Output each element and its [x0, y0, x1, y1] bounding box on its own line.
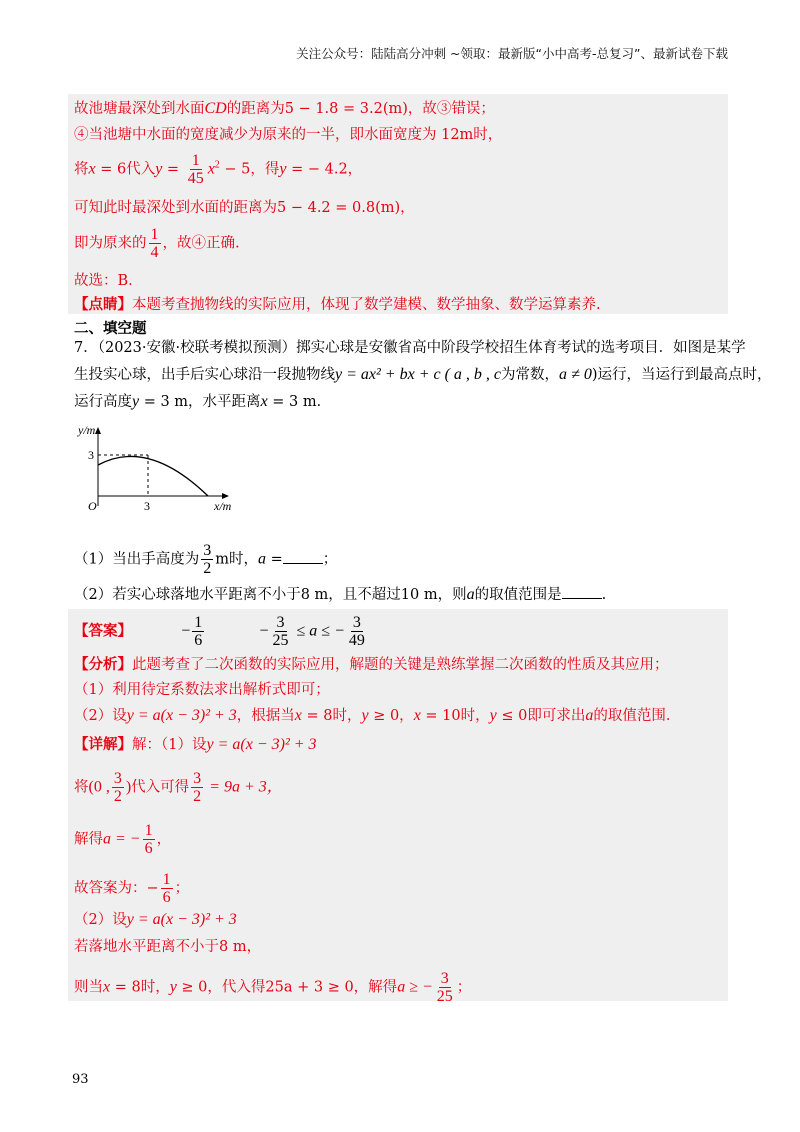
question-part-2: [74, 584, 606, 604]
text: .: [601, 587, 607, 603]
answer-label: 【答案】: [74, 622, 132, 640]
page-number: 93: [72, 1072, 89, 1087]
analysis-line: [74, 656, 669, 674]
fraction: [435, 970, 455, 1005]
text: =: [162, 161, 184, 178]
math: a: [257, 550, 266, 568]
answer-blank-1: [283, 549, 323, 564]
math: y = a(x − 3)² + 3: [126, 911, 237, 928]
fraction: [186, 152, 206, 187]
analysis-label: 【分析】: [74, 656, 132, 673]
math: a = −: [103, 830, 141, 848]
text: 则当: [74, 979, 103, 996]
detail-label: 【详解】: [74, 736, 132, 753]
math: y = a(x − 3)² + 3: [206, 736, 317, 753]
fraction: [347, 614, 367, 649]
text: ④当池塘中水面的宽度减少为原来的一半，即水面宽度为 12m时，: [74, 127, 503, 143]
math: y: [132, 393, 140, 410]
fraction: [191, 770, 203, 805]
question-line-1: [74, 339, 746, 357]
numerator: 1: [144, 822, 153, 839]
fraction: [149, 226, 161, 261]
fraction: [201, 542, 213, 577]
text: 运行高度: [74, 394, 132, 410]
fraction: [112, 770, 124, 805]
text: − 5，得: [219, 161, 280, 178]
numerator: 3: [352, 614, 361, 631]
numerator: 3: [203, 542, 212, 559]
parabola-curve: [98, 456, 208, 496]
detail-line-3: [74, 822, 171, 857]
text: 生投实心球，出手后实心球沿一段抛物线: [74, 367, 335, 383]
text: 的取值范围．: [593, 708, 681, 724]
text: = 6代入: [95, 161, 156, 178]
denominator: 4: [150, 244, 159, 261]
denominator: 2: [113, 788, 122, 805]
question-line-2: [74, 366, 771, 384]
text: （2）设: [74, 708, 127, 724]
math: x: [88, 160, 96, 178]
fraction: [161, 871, 173, 906]
denominator: 2: [203, 560, 212, 577]
detail-line-2: [74, 770, 283, 805]
math: x: [413, 707, 421, 724]
denominator: 6: [144, 840, 153, 857]
top-line-1: [74, 100, 495, 118]
text: 将: [74, 161, 89, 178]
math: y = a(x − 3)² + 3: [126, 707, 237, 724]
x-axis-label: x/m: [214, 499, 232, 513]
text: = 3 m．: [267, 394, 332, 410]
top-line-5: [74, 226, 240, 261]
math: ): [125, 778, 132, 796]
text: = 8时，: [301, 708, 362, 724]
text: ≥ 0，: [368, 708, 414, 724]
text: )运行，当运行到最高点时，: [591, 367, 772, 383]
denominator: 2: [193, 788, 202, 805]
analysis-point-1: [74, 681, 330, 699]
numerator: 3: [440, 970, 449, 987]
parabola-graph: [76, 424, 256, 522]
fraction: [271, 614, 291, 649]
text: 解得: [74, 831, 103, 848]
y-axis-arrow: [95, 427, 101, 434]
text: = − 4.2，: [286, 161, 363, 178]
question-part-1: [74, 542, 337, 577]
math: −: [181, 622, 191, 640]
numerator: 3: [193, 770, 202, 787]
math: a ≥ −: [397, 978, 433, 996]
denominator: 6: [162, 889, 171, 906]
denominator: 45: [187, 170, 204, 187]
math: y: [155, 160, 163, 178]
text: 为常数，: [501, 367, 560, 383]
denominator: 6: [194, 632, 203, 649]
math: (0 ,: [88, 778, 110, 796]
text: ；: [456, 979, 472, 996]
text: = 10时，: [420, 708, 490, 724]
top-line-3: [74, 152, 362, 187]
numerator: 3: [276, 614, 285, 631]
text: 即为原来的: [74, 235, 147, 252]
detail-line-1: [74, 736, 317, 754]
answer-line: [74, 614, 369, 649]
math: y: [279, 160, 287, 178]
math: x: [207, 160, 215, 178]
text: 故选：B．: [74, 273, 143, 289]
text: 若落地水平距离不小于8 m，: [74, 939, 262, 955]
math: y: [169, 978, 177, 996]
text: （1）当出手高度为: [74, 551, 200, 568]
numerator: 3: [113, 770, 122, 787]
text: 可知此时最深处到水面的距离为5 − 4.2 = 0.8(m)，: [74, 200, 415, 216]
detail-line-5: [74, 911, 237, 929]
text: 解：（1）设: [132, 737, 207, 753]
text: ，故④正确.: [162, 235, 240, 252]
section-title: 二、填空题: [74, 320, 147, 337]
math: a: [585, 707, 594, 724]
top-line-4: [74, 199, 415, 217]
text: m时，: [215, 551, 258, 568]
top-line-7: [74, 296, 601, 314]
detail-line-7: [74, 970, 471, 1005]
text: 代入可得: [131, 779, 190, 796]
text: ；: [174, 880, 190, 897]
text: 7．（2023·安徽·校联考模拟预测）掷实心球是安徽省高中阶段学校招生体育考试的选考项目．如图是某学: [74, 340, 746, 356]
text: ≥ 0，代入得25a + 3 ≥ 0，解得: [176, 979, 398, 996]
math: a ≠ 0: [559, 366, 592, 383]
text: ≤ 0即可求出: [496, 708, 586, 724]
detail-line-4: [74, 871, 189, 906]
text: 故答案为：−: [74, 880, 159, 897]
fraction: [192, 614, 204, 649]
exponent: 2: [214, 159, 220, 171]
page-header: 关注公众号：陆陆高分冲刺 ~领取：最新版“小中高考-总复习”、最新试卷下载: [296, 46, 728, 61]
text: ；: [322, 551, 338, 568]
denominator: 49: [348, 632, 365, 649]
question-line-3: [74, 393, 331, 411]
math: a: [466, 586, 475, 603]
numerator: 1: [150, 226, 159, 243]
math: CD: [204, 100, 227, 117]
math: y = ax² + bx + c ( a , b , c: [335, 366, 502, 383]
numerator: 1: [194, 614, 203, 631]
text: （2）设: [74, 912, 127, 928]
y-tick-label: 3: [88, 448, 94, 462]
math: x: [260, 393, 268, 410]
math: = 9a + 3，: [205, 778, 283, 796]
y-axis-label: y/m: [78, 424, 96, 437]
text: 此题考查了二次函数的实际应用，解题的关键是熟练掌握二次函数的性质及其应用；: [132, 657, 669, 673]
numerator: 1: [191, 152, 200, 169]
text: （1）利用待定系数法求出解析式即可；: [74, 682, 330, 698]
detail-line-6: [74, 938, 261, 956]
analysis-point-2: [74, 707, 680, 725]
top-line-2: [74, 126, 502, 144]
text: =: [265, 551, 283, 568]
math: ≤ a ≤ −: [292, 622, 345, 640]
math: x: [103, 978, 111, 996]
top-line-6: [74, 272, 143, 290]
math: y: [489, 707, 497, 724]
denominator: 25: [436, 988, 453, 1005]
text: = 3 m，水平距离: [139, 394, 261, 410]
comment-label: 【点睛】: [74, 296, 132, 313]
fraction: [143, 822, 155, 857]
text: ，: [156, 831, 172, 848]
text: 本题考查抛物线的实际应用，体现了数学建模、数学抽象、数学运算素养.: [132, 297, 601, 313]
math: −: [259, 622, 269, 640]
x-tick-label: 3: [144, 499, 150, 513]
text: （2）若实心球落地水平距离不小于8 m，且不超过10 m，则: [74, 587, 467, 603]
text: ，根据当: [236, 708, 295, 724]
text: 将: [74, 779, 89, 796]
answer-blank-2: [562, 584, 602, 599]
numerator: 1: [162, 871, 171, 888]
text: 的取值范围是: [474, 587, 562, 603]
text: = 8时，: [110, 979, 170, 996]
text: 故池塘最深处到水面: [74, 101, 205, 117]
denominator: 25: [272, 632, 289, 649]
math: x: [294, 707, 302, 724]
text: 的距离为5 − 1.8 = 3.2(m)，故③错误；: [226, 101, 495, 117]
origin-label: O: [88, 499, 97, 513]
math: y: [361, 707, 369, 724]
